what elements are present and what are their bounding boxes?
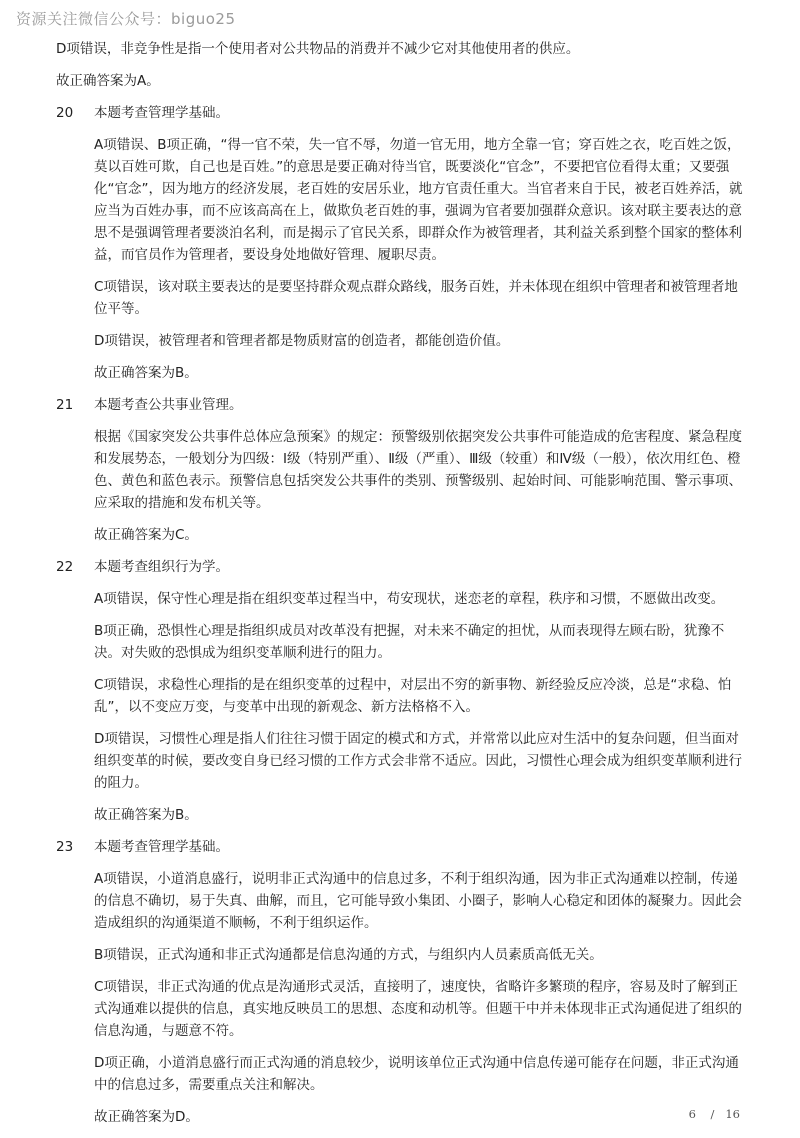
answer-line: 故正确答案为B。 <box>94 365 198 381</box>
explanation-paragraph: D项错误，习惯性心理是指人们往往习惯于固定的模式和方式，并常常以此应对生活中的复杂问题，但当面对组织变革的时候，要改变自身已经习惯的工作方式会非常不适应。因此，习惯性心理会成为组织变革顺利进行的阻力。 <box>94 731 742 791</box>
explanation-paragraph: C项错误，求稳性心理指的是在组织变革的过程中，对层出不穷的新事物、新经验反应冷淡，总是“求稳、怕乱”，以不变应万变，与变革中出现的新观念、新方法格格不入。 <box>94 677 732 715</box>
page-indicator <box>689 1107 740 1121</box>
explanation-paragraph: A项错误，保守性心理是指在组织变革过程当中，苟安现状，迷恋老的章程，秩序和习惯，不愿做出改变。 <box>94 591 725 607</box>
explanation-paragraph: B项错误，正式沟通和非正式沟通都是信息沟通的方式，与组织内人员素质高低无关。 <box>94 947 603 963</box>
question-number: 21 <box>56 397 74 413</box>
question-21 <box>56 394 746 546</box>
question-23 <box>56 836 746 1128</box>
explanation-paragraph: 根据《国家突发公共事件总体应急预案》的规定：预警级别依据突发公共事件可能造成的危害程度、紧急程度和发展势态，一般划分为四级：Ⅰ级（特别严重）、Ⅱ级（严重）、Ⅲ级（较重）和Ⅳ级（一般），依次用红色、橙色、黄色和蓝色表示。预警信息包括突发公共事件的类别、预警级别、起始时间、可能影响范围、警示事项、应采取的措施和发布机关等。 <box>94 429 742 511</box>
question-number: 20 <box>56 105 74 121</box>
explanation-paragraph: D项正确，小道消息盛行而正式沟通的消息较少，说明该单位正式沟通中信息传递可能存在问题，非正式沟通中的信息过多，需要重点关注和解决。 <box>94 1055 739 1093</box>
answer-line: 故正确答案为B。 <box>94 807 198 823</box>
explanation-paragraph: C项错误，非正式沟通的优点是沟通形式灵活，直接明了，速度快，省略许多繁琐的程序，容易及时了解到正式沟通难以提供的信息，真实地反映员工的思想、态度和动机等。但题干中并未体现非正式沟通促进了组织的信息沟通，与题意不符。 <box>94 979 742 1039</box>
explanation-paragraph: A项错误、B项正确，“得一官不荣，失一官不辱，勿道一官无用，地方全靠一官；穿百姓之衣，吃百姓之饭，莫以百姓可欺，自己也是百姓。”的意思是要正确对待当官，既要淡化“官念”，不要把官位看得太重；又要强化“官念”，因为地方的经济发展，老百姓的安居乐业，地方官责任重大。当官者来自于民，被老百姓养活，就应当为百姓办事，而不应该高高在上，做欺负老百姓的事，强调为官者要加强群众意识。该对联主要表达的意思不是强调管理者要淡泊名利，而是揭示了官民关系，即群众作为被管理者，其利益关系到整个国家的整体利益，而官员作为管理者，要设身处地做好管理、履职尽责。 <box>94 137 743 263</box>
question-20 <box>56 102 746 384</box>
explanation-paragraph: B项正确，恐惧性心理是指组织成员对改革没有把握，对未来不确定的担忧，从而表现得左顾右盼，犹豫不决。对失败的恐惧成为组织变革顺利进行的阻力。 <box>94 623 725 661</box>
question-title: 本题考查组织行为学。 <box>94 559 229 575</box>
question-22 <box>56 556 746 826</box>
watermark: 资源关注微信公众号：biguo25 <box>16 10 236 28</box>
current-page: 6 <box>688 1107 696 1121</box>
document-body <box>56 38 746 1138</box>
question-number: 22 <box>56 559 74 575</box>
explanation-paragraph: C项错误，该对联主要表达的是要坚持群众观点群众路线，服务百姓，并未体现在组织中管理者和被管理者地位平等。 <box>94 279 738 317</box>
intro-paragraph: D项错误，非竞争性是指一个使用者对公共物品的消费并不减少它对其他使用者的供应。 <box>56 41 580 57</box>
explanation-paragraph: D项错误，被管理者和管理者都是物质财富的创造者，都能创造价值。 <box>94 333 510 349</box>
total-pages: 16 <box>725 1107 740 1121</box>
question-title: 本题考查公共事业管理。 <box>94 397 243 413</box>
explanation-paragraph: A项错误，小道消息盛行，说明非正式沟通中的信息过多，不利于组织沟通，因为非正式沟通难以控制，传递的信息不确切，易于失真、曲解，而且，它可能导致小集团、小圈子，影响人心稳定和团体的凝聚力。因此会造成组织的沟通渠道不顺畅，不利于组织运作。 <box>94 871 742 931</box>
question-number: 23 <box>56 839 74 855</box>
answer-line: 故正确答案为D。 <box>94 1109 199 1125</box>
question-title: 本题考查管理学基础。 <box>94 105 229 121</box>
answer-line: 故正确答案为C。 <box>94 527 198 543</box>
page-separator: / <box>710 1107 715 1121</box>
intro-answer: 故正确答案为A。 <box>56 73 160 89</box>
question-title: 本题考查管理学基础。 <box>94 839 229 855</box>
